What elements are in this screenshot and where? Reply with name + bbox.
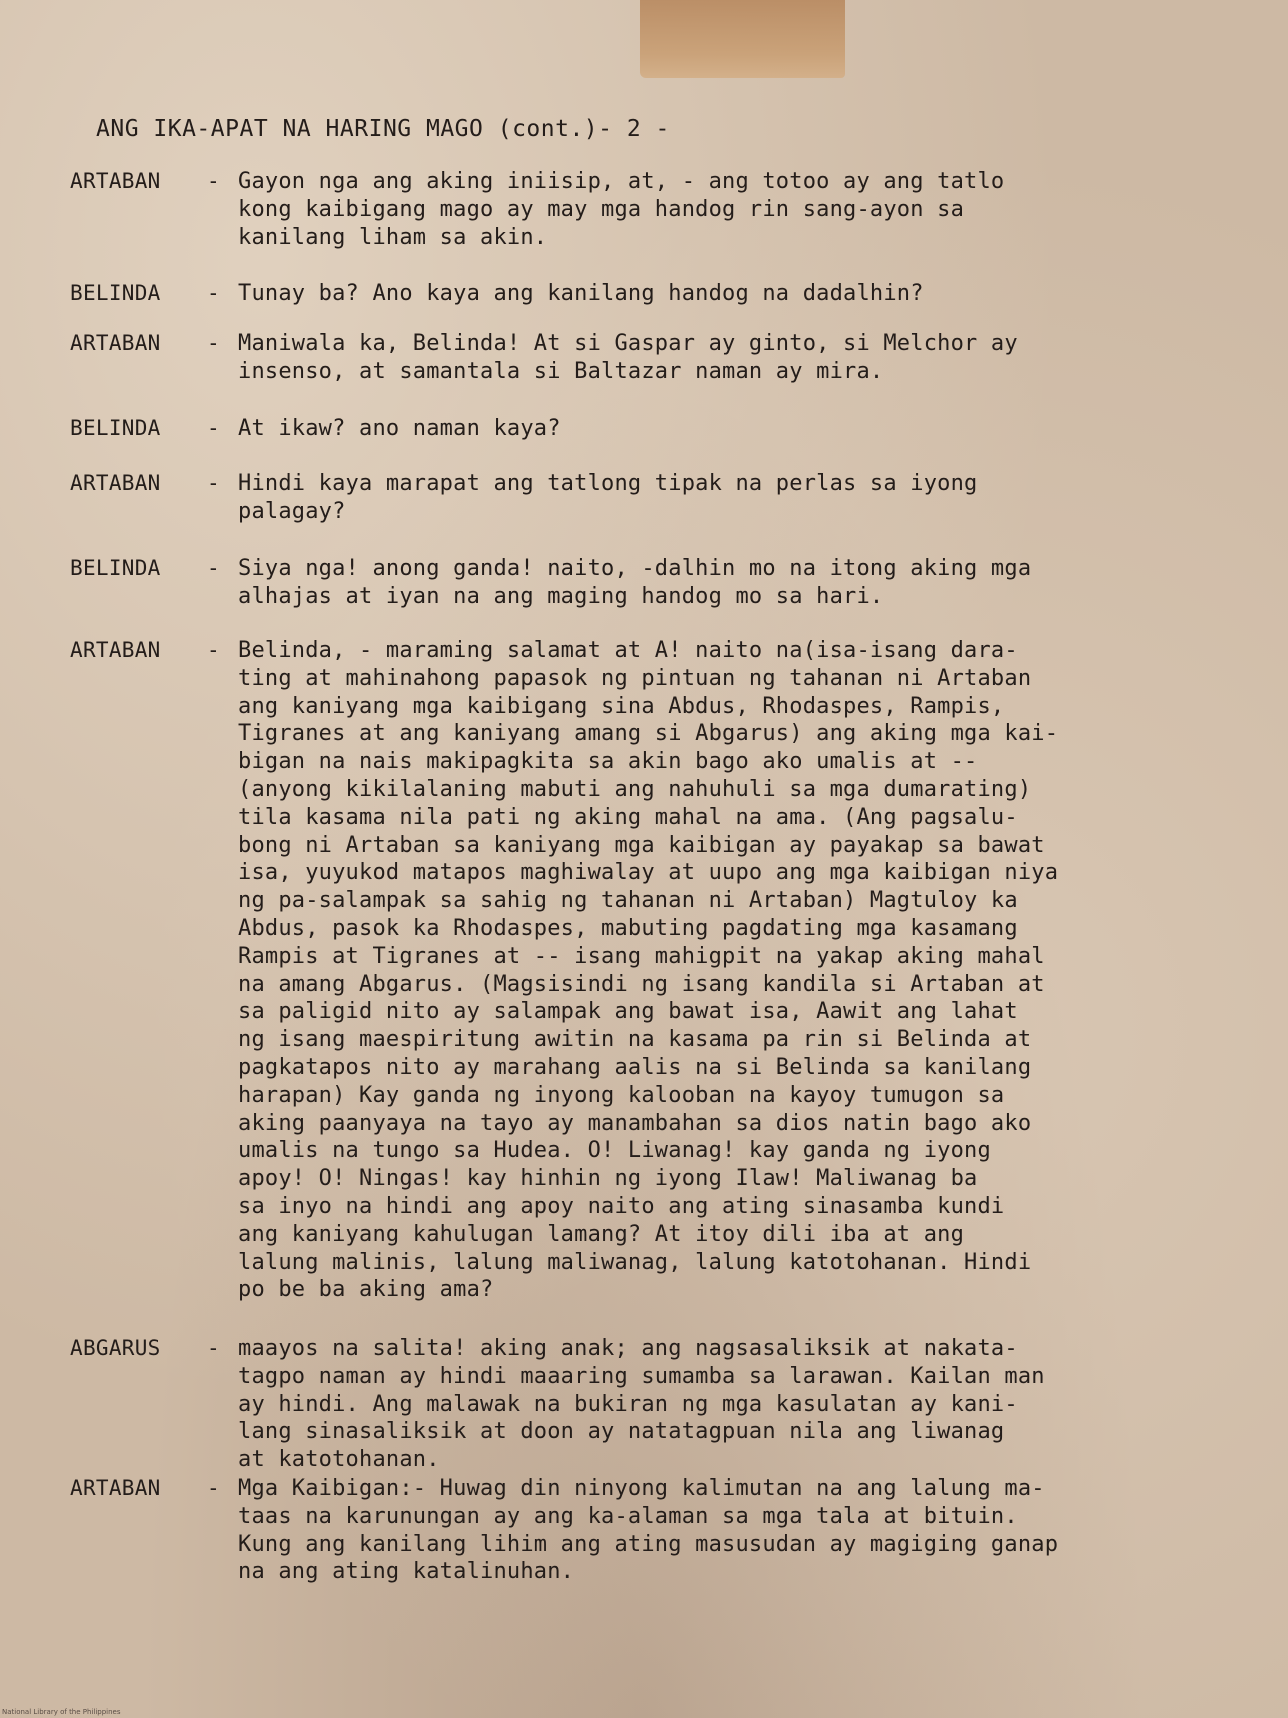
speech-line: lang sinasaliksik at doon ay natatagpuan nila ang liwanag: [238, 1419, 1005, 1445]
speaker-name: BELINDA: [70, 556, 161, 580]
speech-line: ng pa-salampak sa sahig ng tahanan ni Artaban) Magtuloy ka: [238, 888, 1018, 914]
speaker-dash: -: [207, 638, 220, 662]
speech-line: Kung ang kanilang lihim ang ating masusudan ay magiging ganap: [238, 1531, 1059, 1557]
speech-lines: [238, 330, 1018, 386]
speech-line: tila kasama nila pati ng aking mahal na ama. (Ang pagsalu-: [238, 804, 1018, 830]
speaker-name: BELINDA: [70, 281, 161, 305]
speaker-dash: -: [207, 169, 220, 193]
speech-line: ng isang maespiritung awitin na kasama pa rin si Belinda at: [238, 1027, 1032, 1053]
speaker-name: ABGARUS: [70, 1336, 161, 1360]
speaker-dash: -: [207, 281, 220, 305]
speaker-name: ARTABAN: [70, 638, 161, 662]
speaker-name: BELINDA: [70, 416, 161, 440]
speech-line: bong ni Artaban sa kaniyang mga kaibigan ay payakap sa bawat: [238, 832, 1045, 858]
speaker-name: ARTABAN: [70, 331, 161, 355]
speech-line: Tigranes at ang kaniyang amang si Abgarus) ang aking mga kai-: [238, 721, 1059, 747]
speech-line: sa inyo na hindi ang apoy naito ang ating sinasamba kundi: [238, 1193, 1005, 1219]
speech-line: harapan) Kay ganda ng inyong kalooban na kayoy tumugon sa: [238, 1082, 1005, 1108]
speech-lines: [238, 415, 561, 443]
speech-line: Tunay ba? Ano kaya ang kanilang handog na dadalhin?: [238, 281, 924, 306]
speaker-dash: -: [207, 331, 220, 355]
speech-line: na ang ating katalinuhan.: [238, 1559, 575, 1585]
speaker-name: ARTABAN: [70, 1476, 161, 1500]
library-footer: National Library of the Philippines: [2, 1708, 121, 1716]
speaker-dash: -: [207, 1476, 220, 1500]
speaker-dash: -: [207, 1336, 220, 1360]
speech-line: Maniwala ka, Belinda! At si Gaspar ay ginto, si Melchor ay: [238, 331, 1018, 356]
speech-line: tagpo naman ay hindi maaaring sumamba sa larawan. Kailan man: [238, 1363, 1045, 1389]
speech-line: apoy! O! Ningas! kay hinhin ng iyong Ilaw! Maliwanag ba: [238, 1166, 978, 1192]
speech-line: lalung malinis, lalung maliwanag, lalung katotohanan. Hindi: [238, 1249, 1032, 1275]
speech-line: isa, yuyukod matapos maghiwalay at uupo ang mga kaibigan niya: [238, 860, 1059, 886]
speech-lines: [238, 470, 977, 526]
speech-line: Rampis at Tigranes at -- isang mahigpit na yakap aking mahal: [238, 943, 1045, 969]
speaker-dash: -: [207, 471, 220, 495]
speech-line: Abdus, pasok ka Rhodaspes, mabuting pagdating mga kasamang: [238, 915, 1018, 941]
speech-lines: [238, 280, 924, 308]
speaker-dash: -: [207, 416, 220, 440]
speaker-name: ARTABAN: [70, 471, 161, 495]
speech-line: ang kaniyang kahulugan lamang? At itoy dili iba at ang: [238, 1221, 965, 1247]
speech-lines: [238, 1475, 1058, 1586]
speech-line: insenso, at samantala si Baltazar naman ay mira.: [238, 358, 884, 384]
speech-line: Mga Kaibigan:- Huwag din ninyong kalimutan na ang lalung ma-: [238, 1476, 1045, 1501]
speaker-dash: -: [207, 556, 220, 580]
page-header: ANG IKA-APAT NA HARING MAGO (cont.)- 2 -: [96, 116, 670, 142]
speech-lines: [238, 1335, 1045, 1474]
speech-line: Siya nga! anong ganda! naito, -dalhin mo na itong aking mga: [238, 556, 1032, 581]
speech-line: aking paanyaya na tayo ay manambahan sa dios natin bago ako: [238, 1110, 1032, 1136]
speech-line: maayos na salita! aking anak; ang nagsasaliksik at nakata-: [238, 1336, 1018, 1361]
speech-line: ting at mahinahong papasok ng pintuan ng tahanan ni Artaban: [238, 665, 1032, 691]
speech-line: (anyong kikilalaning mabuti ang nahuhuli sa mga dumarating): [238, 776, 1032, 802]
speech-line: at katotohanan.: [238, 1447, 440, 1473]
speech-line: Gayon nga ang aking iniisip, at, - ang totoo ay ang tatlo: [238, 169, 1005, 194]
speech-line: bigan na nais makipagkita sa akin bago ako umalis at --: [238, 749, 978, 775]
speech-line: po be ba aking ama?: [238, 1277, 494, 1303]
speech-line: ang kaniyang mga kaibigang sina Abdus, Rhodaspes, Rampis,: [238, 693, 1005, 719]
speech-line: palagay?: [238, 498, 346, 524]
speech-line: ay hindi. Ang malawak na bukiran ng mga kasulatan ay kani-: [238, 1391, 1018, 1417]
tape-strip: [640, 0, 845, 78]
speech-line: kanilang liham sa akin.: [238, 224, 548, 250]
speech-line: Hindi kaya marapat ang tatlong tipak na perlas sa iyong: [238, 471, 978, 496]
speech-line: na amang Abgarus. (Magsisindi ng isang kandila si Artaban at: [238, 971, 1045, 997]
speech-line: taas na karunungan ay ang ka-alaman sa mga tala at bituin.: [238, 1503, 1018, 1529]
speech-line: alhajas at iyan na ang maging handog mo sa hari.: [238, 583, 884, 609]
speech-line: At ikaw? ano naman kaya?: [238, 416, 561, 441]
speech-line: pagkatapos nito ay marahang aalis na si Belinda sa kanilang: [238, 1054, 1032, 1080]
speech-lines: [238, 637, 1058, 1304]
speech-line: sa paligid nito ay salampak ang bawat isa, Aawit ang lahat: [238, 999, 1018, 1025]
speaker-name: ARTABAN: [70, 169, 161, 193]
speech-line: kong kaibigang mago ay may mga handog rin sang-ayon sa: [238, 196, 965, 222]
speech-lines: [238, 555, 1031, 611]
speech-line: umalis na tungo sa Hudea. O! Liwanag! kay ganda ng iyong: [238, 1138, 991, 1164]
speech-lines: [238, 168, 1004, 251]
speech-line: Belinda, - maraming salamat at A! naito na(isa-isang dara-: [238, 638, 1018, 663]
